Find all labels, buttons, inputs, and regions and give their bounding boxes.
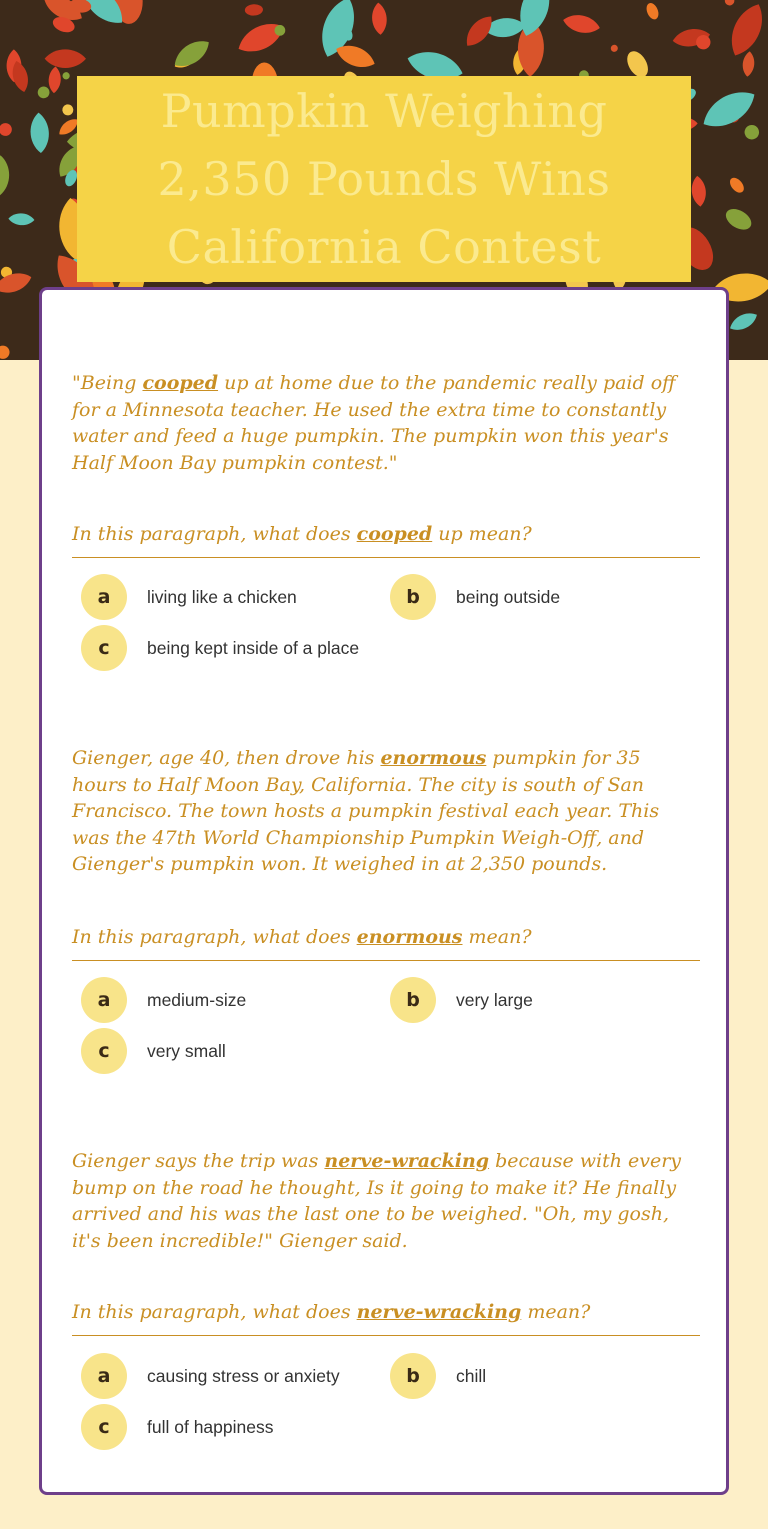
question-2 [72,924,700,961]
option-3c[interactable] [81,1404,273,1450]
option-letter-badge: b [390,574,436,620]
leaf-shape [690,175,707,207]
option-1b[interactable] [390,574,560,620]
leaf-shape [0,121,14,138]
leaf-shape [723,0,735,7]
leaf-shape [724,0,768,61]
option-3b[interactable] [390,1353,486,1399]
leaf-shape [0,155,10,196]
leaf-shape [371,2,388,35]
option-text: being kept inside of a place [147,637,360,658]
option-letter-badge: a [81,1353,127,1399]
option-2c[interactable] [81,1028,226,1074]
leaf-shape [45,49,86,68]
option-letter-badge: a [81,574,127,620]
leaf-shape [48,66,62,93]
leaf-shape [561,12,601,36]
passage-2 [72,745,700,878]
option-2b[interactable] [390,977,533,1023]
option-1c[interactable] [81,625,359,671]
passage-text: because with every bump on the road he thought, Is it going to make it? He finally arrived and his was the last one to be weighed. "Oh, my gosh, it's been incredible!" Gienger said. [72,1150,682,1252]
leaf-shape [609,43,619,53]
passage-text: "Being [72,372,143,394]
passage-keyword: enormous [380,747,487,769]
question-section-3 [72,1148,700,1254]
passage-keyword: nerve-wracking [324,1150,490,1172]
question-text: In this paragraph, what does [72,926,357,948]
option-letter-badge: b [390,1353,436,1399]
question-text: In this paragraph, what does [72,1301,357,1323]
passage-keyword: cooped [142,372,219,394]
question-1 [72,521,700,558]
option-text: very large [456,989,533,1010]
title-box [77,76,691,282]
leaf-shape [37,85,51,99]
question-prompt-1 [72,521,700,558]
passage-text: pumpkin for 35 hours to Half Moon Bay, California. The city is south of San Francisco. The town hosts a pumpkin festival each year. This was the 47th World Championship Pumpkin Weigh-Off, and Gienger's pumpkin won. It weighed in at 2,350 pounds. [72,747,660,875]
leaf-shape [234,16,289,59]
question-prompt-2 [72,924,700,961]
question-keyword: cooped [356,523,433,545]
page-title: Pumpkin Weighing 2,350 Pounds Wins California Contest [157,84,611,274]
leaf-shape [0,345,10,358]
question-3 [72,1299,700,1336]
passage-text: Gienger, age 40, then drove his [72,747,381,769]
option-text: being outside [456,586,561,607]
option-letter-badge: a [81,977,127,1023]
option-text: living like a chicken [147,586,297,607]
leaf-shape [60,102,75,117]
question-section-1 [72,370,700,476]
question-text: In this paragraph, what does [72,523,357,545]
option-letter-badge: c [81,1404,127,1450]
leaf-shape [742,122,762,142]
option-letter-badge: c [81,625,127,671]
leaf-shape [644,1,660,21]
question-text: mean? [462,926,532,948]
question-text: mean? [521,1301,591,1323]
leaf-shape [8,213,35,226]
question-prompt-3 [72,1299,700,1336]
option-text: medium-size [147,989,247,1010]
option-text: causing stress or anxiety [147,1365,340,1386]
option-3a[interactable] [81,1353,340,1399]
passage-text: Gienger says the trip was [72,1150,325,1172]
passage-3 [72,1148,700,1254]
leaf-shape [722,205,755,234]
option-2a[interactable] [81,977,246,1023]
option-text: chill [456,1365,487,1386]
leaf-shape [742,51,756,77]
question-keyword: nerve-wracking [356,1301,522,1323]
question-section-2 [72,745,700,878]
leaf-shape [62,72,70,80]
passage-1 [72,370,700,476]
question-text: up mean? [432,523,532,545]
passage-text: up at home due to the pandemic really paid off for a Minnesota teacher. He used the extra time to constantly water and feed a huge pumpkin. The pumpkin won this year's Half Moon Bay pumpkin contest." [72,372,676,474]
option-letter-badge: b [390,977,436,1023]
option-letter-badge: c [81,1028,127,1074]
leaf-shape [245,4,264,16]
question-keyword: enormous [356,926,463,948]
option-text: full of happiness [147,1416,274,1437]
leaf-shape [727,175,746,195]
leaf-shape [727,309,760,335]
leaf-shape [29,112,50,154]
option-text: very small [147,1040,226,1061]
option-1a[interactable] [81,574,297,620]
worksheet-card [39,287,729,1495]
